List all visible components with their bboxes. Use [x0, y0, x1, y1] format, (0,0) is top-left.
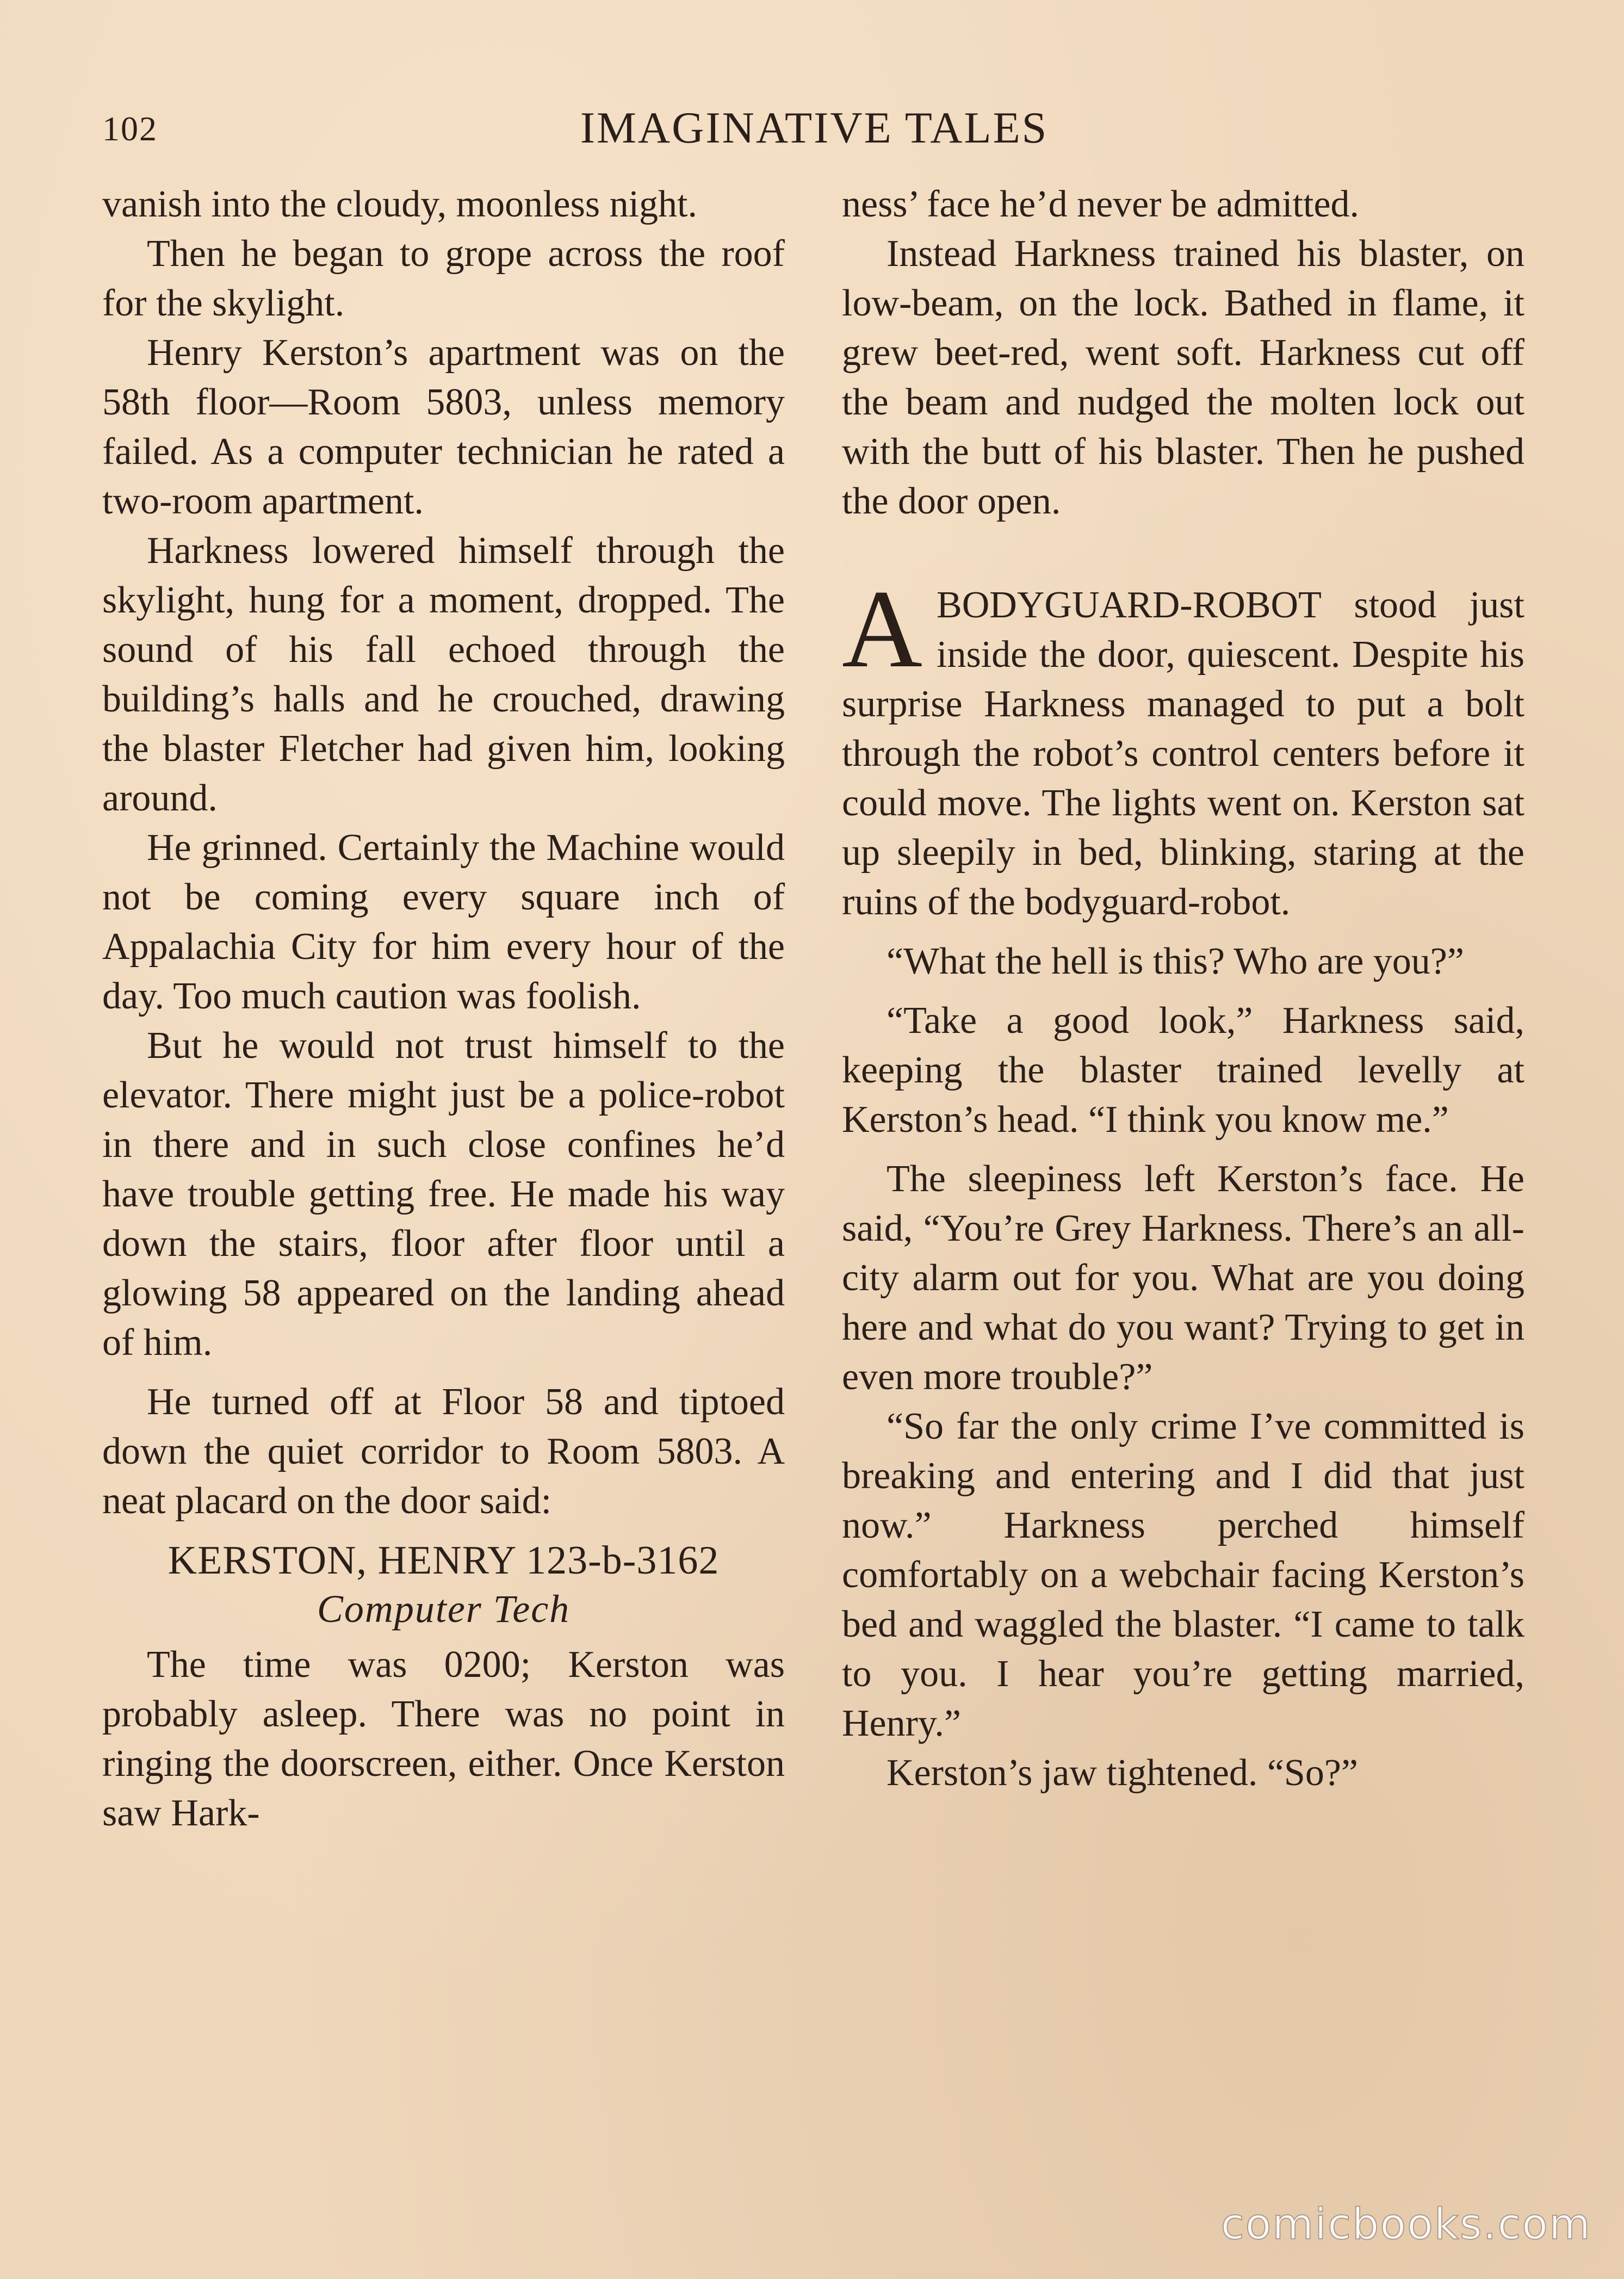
watermark: comicbooks.com	[1220, 2200, 1591, 2249]
right-column	[842, 179, 1524, 1798]
paragraph: The sleepiness left Kerston’s face. He said, “You’re Grey Harkness. There’s an all-city alarm out for you. What are you doing here and what do you want? Trying to get in even more trouble?”	[842, 1158, 1524, 1398]
page-number: 102	[102, 109, 158, 148]
section-opening-paragraph	[842, 567, 1524, 927]
paragraph: “So far the only crime I’ve committed is breaking and entering and I did that just now.” Harkness perched himself comfortably on a webchair facing Kerston’s bed and waggled the blaster. “I came to talk to you. I hear you’re getting married, Henry.”	[842, 1405, 1524, 1744]
paragraph: Then he began to grope across the roof for the skylight.	[102, 233, 785, 324]
paragraph: vanish into the cloudy, moonless night.	[102, 183, 697, 225]
paragraph: Kerston’s jaw tightened. “So?”	[887, 1752, 1359, 1794]
paragraph: Harkness lowered himself through the skylight, hung for a moment, dropped. The sound of his fall echoed through the building’s halls and he crouched, drawing the blaster Fletcher had given him, looking around.	[102, 530, 785, 819]
page-header	[102, 98, 1526, 158]
left-column	[102, 179, 785, 1838]
paragraph: The time was 0200; Kerston was probably asleep. There was no point in ringing the doorscreen, either. Once Kerston saw Hark-	[102, 1644, 785, 1834]
running-title: IMAGINATIVE TALES	[580, 103, 1049, 152]
placard-title: Computer Tech	[317, 1587, 571, 1631]
door-placard	[102, 1535, 785, 1632]
paragraph: “Take a good look,” Harkness said, keeping the blaster trained levelly at Kerston’s head. “I think you know me.”	[842, 1000, 1524, 1141]
paragraph-text: BODYGUARD-ROBOT stood just inside the door, quiescent. Despite his surprise Harkness managed to put a bolt through the robot’s control centers before it could move. The lights went on. Kerston sat up sleepily in bed, blinking, staring at the ruins of the bodyguard-robot.	[842, 584, 1524, 923]
paragraph: “What the hell is this? Who are you?”	[887, 940, 1464, 982]
paragraph: Henry Kerston’s apartment was on the 58th floor—Room 5803, unless memory failed. As a computer technician he rated a two-room apartment.	[102, 332, 785, 522]
paragraph: He turned off at Floor 58 and tiptoed down the quiet corridor to Room 5803. A neat placard on the door said:	[102, 1381, 785, 1522]
paragraph: But he would not trust himself to the elevator. There might just be a police-robot in there and in such close confines he’d have trouble getting free. He made his way down the stairs, floor after floor until a glowing 58 appeared on the landing ahead of him.	[102, 1025, 785, 1364]
paragraph: Instead Harkness trained his blaster, on low-beam, on the lock. Bathed in flame, it grew beet-red, went soft. Harkness cut off the beam and nudged the molten lock out with the butt of his blaster. Then he pushed the door open.	[842, 233, 1524, 522]
paragraph: ness’ face he’d never be admitted.	[842, 183, 1360, 225]
placard-name: KERSTON, HENRY 123-b-3162	[168, 1538, 720, 1583]
paragraph: He grinned. Certainly the Machine would not be coming every square inch of Appalachia City for him every hour of the day. Too much caution was foolish.	[102, 827, 785, 1017]
drop-cap: A	[842, 567, 923, 691]
